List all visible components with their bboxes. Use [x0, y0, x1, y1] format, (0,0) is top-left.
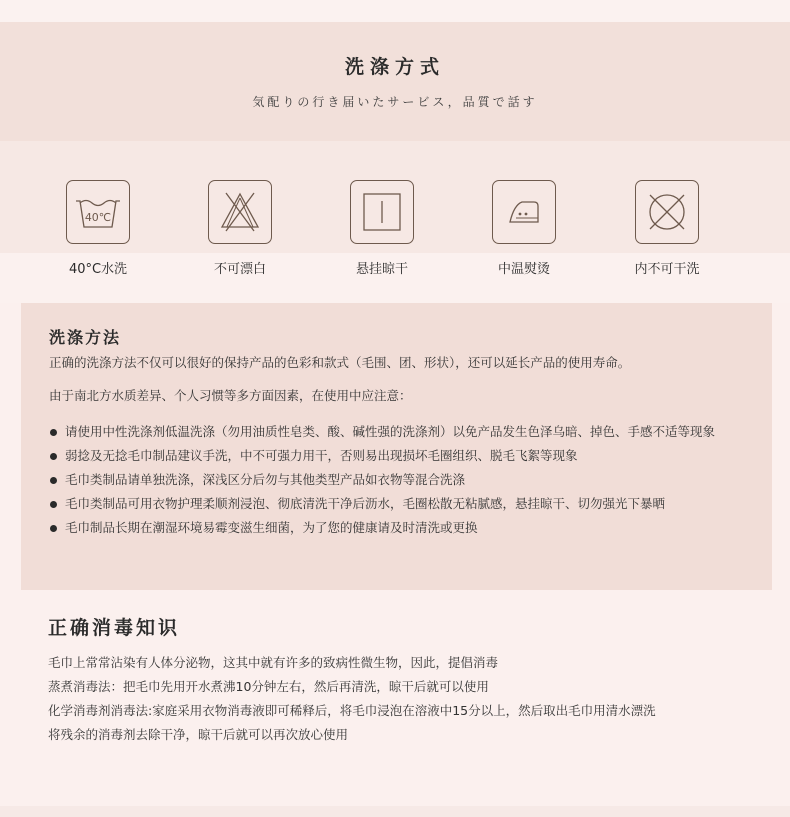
wash-temp-text: 40℃ [84, 211, 112, 224]
hang-dry-icon [350, 180, 414, 244]
no-bleach-icon [208, 180, 272, 244]
no-tumble-dry-icon [635, 180, 699, 244]
iron-medium-icon [492, 180, 556, 244]
method-intro: 正确的洗涤方法不仅可以很好的保持产品的色彩和款式（毛围、团、形状），还可以延长产品的使用寿命。 [49, 355, 631, 370]
knowledge-body [48, 651, 758, 747]
method-title: 洗涤方法 [49, 328, 122, 347]
washing-method-panel [21, 303, 772, 590]
top-strip [0, 0, 790, 22]
knowledge-line: 蒸煮消毒法：把毛巾先用开水煮沸10分钟左右，然后再清洗，晾干后就可以使用 [48, 679, 489, 694]
list-item: 请使用中性洗涤剂低温洗涤（勿用油质性皂类、酸、碱性强的洗涤剂）以免产品发生色泽乌暗、掉色、手感不适等现象 [49, 420, 749, 444]
knowledge-title: 正确消毒知识 [48, 617, 181, 639]
care-label-no-dry: 内不可干洗 [634, 262, 700, 277]
method-note: 由于南北方水质差异、个人习惯等多方面因素，在使用中应注意： [49, 388, 412, 403]
care-item-wash [48, 180, 148, 277]
care-label-iron: 中温熨烫 [497, 262, 550, 277]
list-item: 弱捻及无捻毛巾制品建议手洗，中不可强力用干，否则易出现损坏毛圈组织、脱毛飞絮等现象 [49, 444, 749, 468]
list-item: 毛巾类制品可用衣物护理柔顺剂浸泡、彻底清洗干净后沥水，毛圈松散无粘腻感，悬挂晾干、切勿强光下暴晒 [49, 492, 749, 516]
care-item-bleach [190, 180, 290, 277]
bottom-strip [0, 806, 790, 817]
knowledge-line: 毛巾上常常沾染有人体分泌物，这其中就有许多的致病性微生物，因此，提倡消毒 [48, 655, 499, 670]
list-item: 毛巾类制品请单独洗涤，深浅区分后勿与其他类型产品如衣物等混合洗涤 [49, 468, 749, 492]
care-label-dry: 悬挂晾干 [355, 262, 408, 277]
care-label-wash: 40°C水洗 [68, 262, 128, 277]
care-label-bleach: 不可漂白 [213, 262, 266, 277]
page-subtitle: 気配りの行き届いたサービス，品質で話す [252, 95, 538, 109]
page-title: 洗涤方式 [344, 56, 445, 78]
list-item: 毛巾制品长期在潮湿环境易霉变滋生细菌，为了您的健康请及时清洗或更换 [49, 516, 749, 540]
knowledge-line: 化学消毒剂消毒法:家庭采用衣物消毒液即可稀释后，将毛巾浸泡在溶液中15分以上，然后取出毛巾用清水漂洗 [48, 703, 656, 718]
care-item-no-dry [617, 180, 717, 277]
care-item-dry [332, 180, 432, 277]
knowledge-line: 将残余的消毒剂去除干净，晾干后就可以再次放心使用 [48, 727, 349, 742]
wash-40c-icon [66, 180, 130, 244]
header-banner [0, 22, 790, 141]
method-bullet-list [49, 420, 749, 540]
care-item-iron [474, 180, 574, 277]
